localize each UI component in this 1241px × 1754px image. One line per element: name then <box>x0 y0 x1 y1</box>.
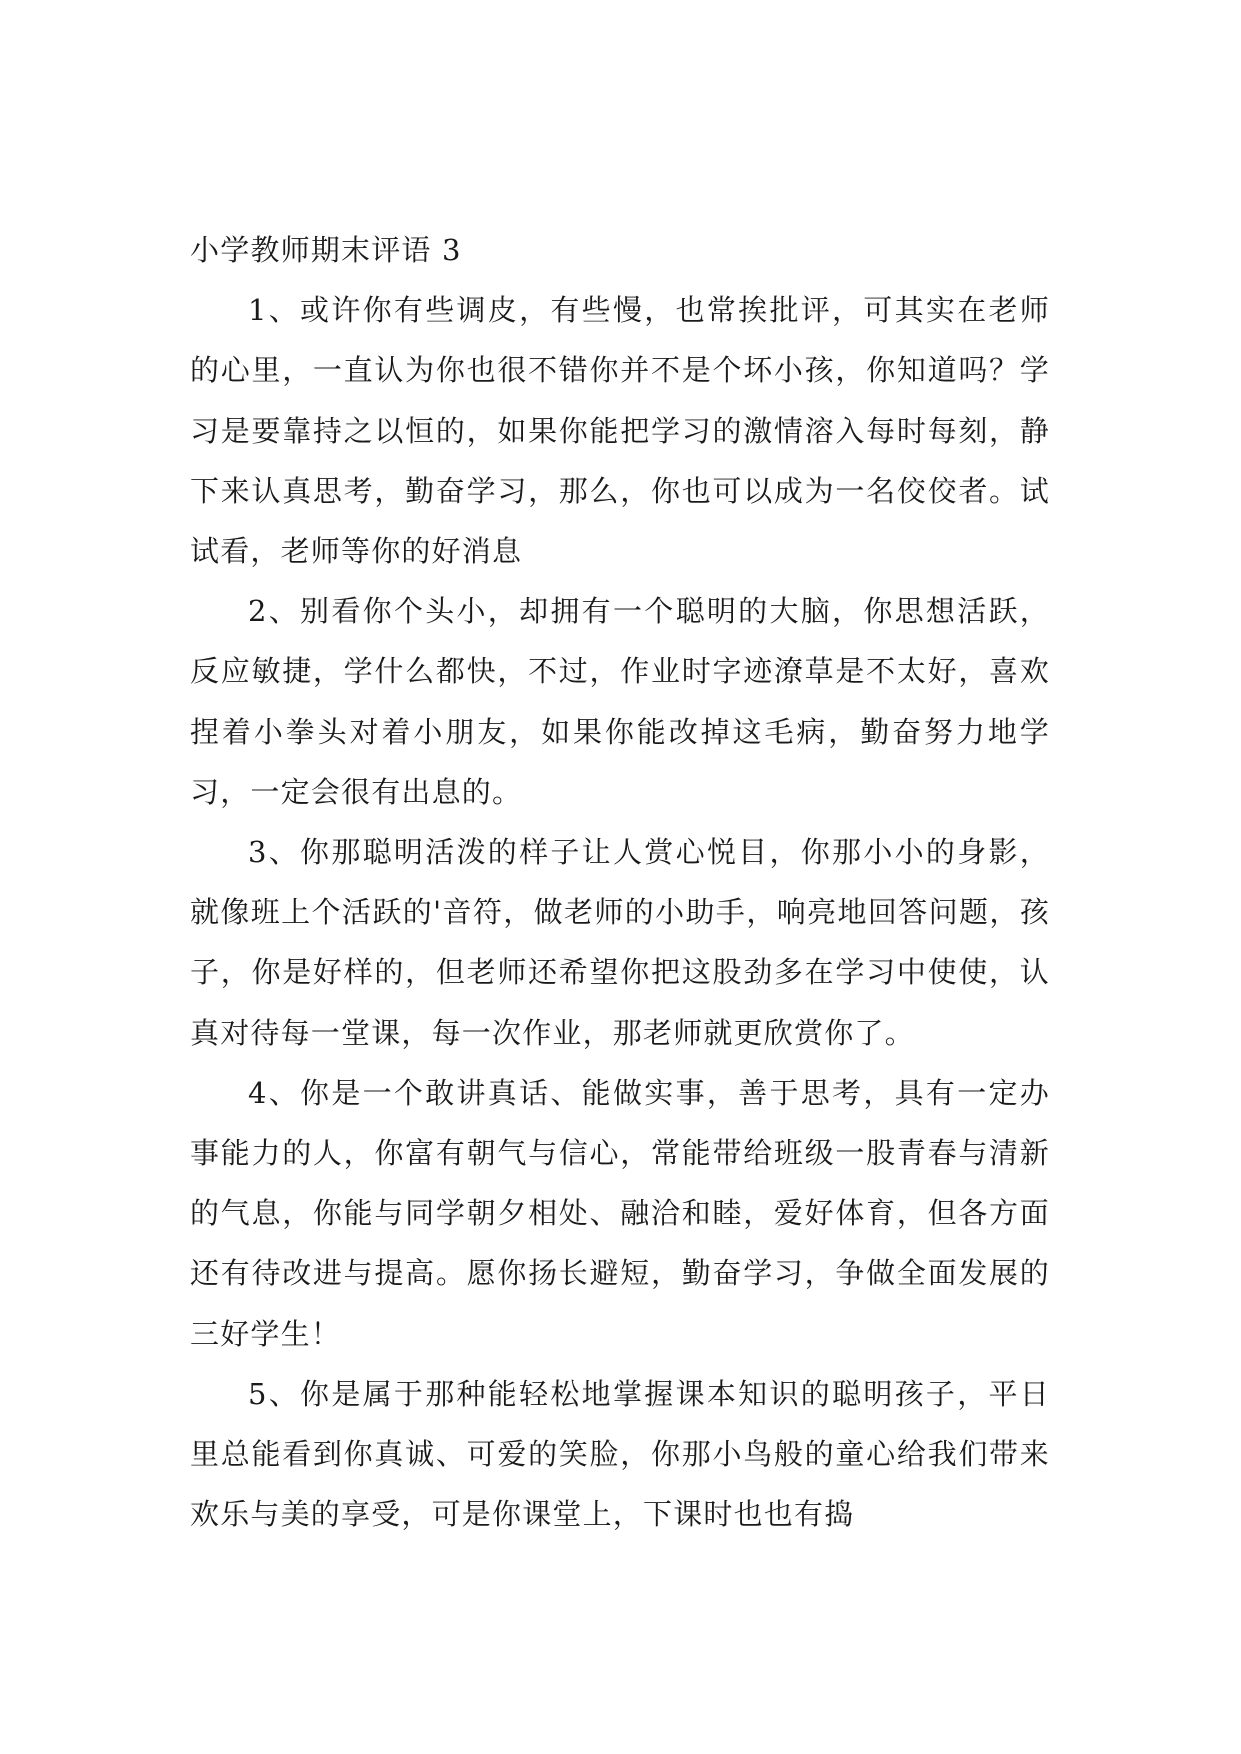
comment-paragraph-4: 4、你是一个敢讲真话、能做实事，善于思考，具有一定办事能力的人，你富有朝气与信心，常能带给班级一股青春与清新的气息，你能与同学朝夕相处、融洽和睦，爱好体育，但各方面还有待改进与提高。愿你扬长避短，勤奋学习，争做全面发展的三好学生！ <box>190 1075 1050 1351</box>
document-body <box>190 220 1050 1544</box>
comment-paragraph-5: 5、你是属于那种能轻松地掌握课本知识的聪明孩子，平日里总能看到你真诚、可爱的笑脸，你那小鸟般的童心给我们带来欢乐与美的享受，可是你课堂上，下课时也也有捣 <box>190 1376 1050 1532</box>
document-heading: 小学教师期末评语 3 <box>190 233 462 267</box>
comment-paragraph-3: 3、你那聪明活泼的样子让人赏心悦目，你那小小的身影，就像班上个活跃的'音符，做老师的小助手，响亮地回答问题，孩子，你是好样的，但老师还希望你把这股劲多在学习中使使，认真对待每一堂课，每一次作业，那老师就更欣赏你了。 <box>190 835 1050 1050</box>
comment-paragraph-2: 2、别看你个头小，却拥有一个聪明的大脑，你思想活跃，反应敏捷，学什么都快，不过，作业时字迹潦草是不太好，喜欢捏着小拳头对着小朋友，如果你能改掉这毛病，勤奋努力地学习，一定会很有出息的。 <box>190 594 1050 809</box>
comment-paragraph-1: 1、或许你有些调皮，有些慢，也常挨批评，可其实在老师的心里，一直认为你也很不错你并不是个坏小孩，你知道吗？学习是要靠持之以恒的，如果你能把学习的激情溶入每时每刻，静下来认真思考，勤奋学习，那么，你也可以成为一名佼佼者。试试看，老师等你的好消息 <box>190 293 1050 569</box>
